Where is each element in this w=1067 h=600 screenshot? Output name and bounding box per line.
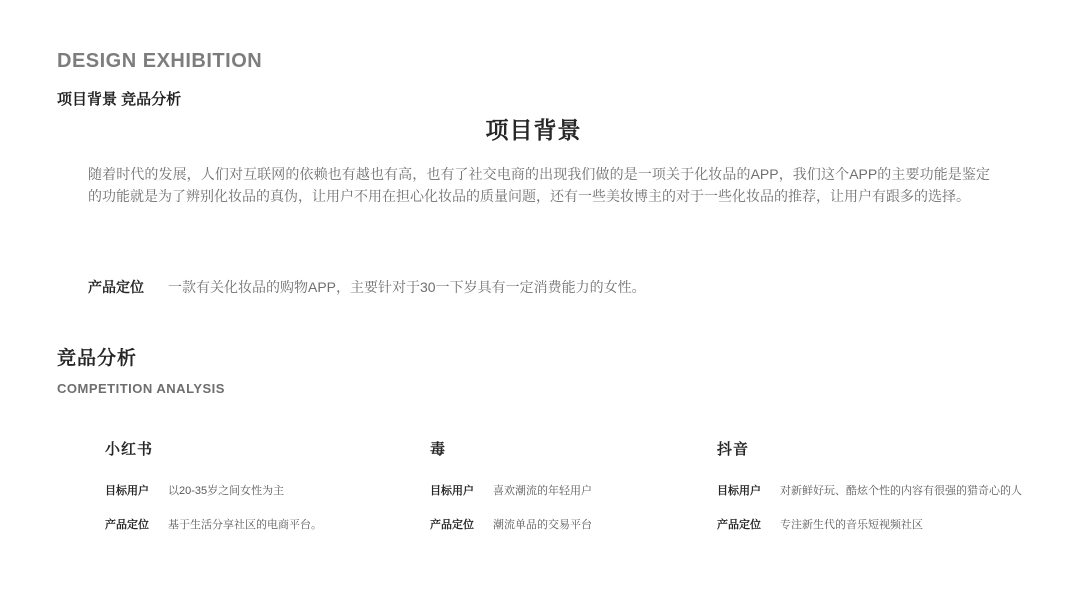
product-positioning-value: 一款有关化妆品的购物APP，主要针对于30一下岁具有一定消费能力的女性。	[168, 279, 646, 295]
competitor-card-xiaohongshu	[105, 438, 425, 538]
target-user-value: 喜欢潮流的年轻用户	[493, 485, 592, 497]
product-positioning-row	[88, 277, 646, 297]
competitor-card-du	[430, 438, 710, 538]
project-background-title: 项目背景	[485, 117, 582, 143]
product-positioning-label: 产品定位	[88, 279, 144, 295]
competitor-name: 小红书	[105, 441, 154, 458]
breadcrumb: 项目背景 竞品分析	[57, 91, 182, 108]
competitor-name: 抖音	[717, 441, 750, 458]
target-user-label: 目标用户	[717, 485, 761, 497]
target-user-label: 目标用户	[105, 485, 149, 497]
target-user-row	[430, 482, 592, 498]
positioning-value: 基于生活分享社区的电商平台。	[168, 519, 322, 531]
positioning-row	[717, 516, 923, 532]
target-user-value: 对新鲜好玩、酷炫个性的内容有很强的猎奇心的人	[780, 485, 1022, 497]
brand-title: DESIGN EXHIBITION	[57, 50, 263, 72]
positioning-label: 产品定位	[105, 519, 149, 531]
positioning-row	[430, 516, 592, 532]
competition-analysis-title: 竞品分析	[57, 348, 138, 369]
positioning-label: 产品定位	[717, 519, 761, 531]
target-user-row	[105, 482, 284, 498]
positioning-value: 专注新生代的音乐短视频社区	[780, 519, 923, 531]
competitor-card-douyin	[717, 438, 1057, 538]
target-user-value: 以20-35岁之间女性为主	[168, 485, 285, 497]
competition-analysis-subtitle: COMPETITION ANALYSIS	[57, 381, 225, 396]
competitor-name: 毒	[430, 441, 447, 458]
positioning-value: 潮流单品的交易平台	[493, 519, 592, 531]
positioning-label: 产品定位	[430, 519, 474, 531]
project-background-description: 随着时代的发展，人们对互联网的依赖也有越也有高，也有了社交电商的出现我们做的是一项关于化妆品的APP，我们这个APP的主要功能是鉴定的功能就是为了辨别化妆品的真伪，让用户不用在担心化妆品的质量问题，还有一些美妆博主的对于一些化妆品的推荐，让用户有跟多的选择。	[88, 166, 990, 204]
target-user-row	[717, 482, 1022, 498]
positioning-row	[105, 516, 322, 532]
target-user-label: 目标用户	[430, 485, 474, 497]
